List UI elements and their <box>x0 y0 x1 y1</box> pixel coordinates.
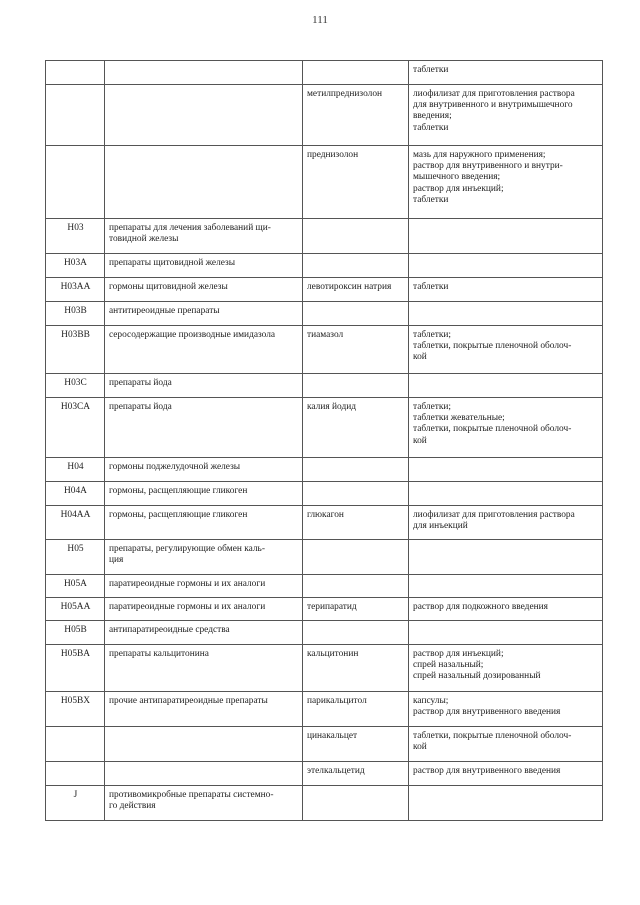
drug-name-cell: калия йодид <box>303 398 409 458</box>
anatomical-group-cell: гормоны поджелудочной железы <box>105 458 303 482</box>
drug-name-cell <box>303 219 409 254</box>
anatomical-group-cell: антитиреоидные препараты <box>105 302 303 326</box>
atc-code-cell: H04AA <box>46 506 105 540</box>
anatomical-group-cell: препараты кальцитонина <box>105 645 303 692</box>
dosage-form-cell: раствор для подкожного введения <box>409 598 603 621</box>
anatomical-group-cell: серосодержащие производные имидазола <box>105 326 303 374</box>
table-row <box>46 621 603 645</box>
anatomical-group-cell: паратиреоидные гормоны и их аналоги <box>105 575 303 598</box>
atc-code-cell: H03AA <box>46 278 105 302</box>
dosage-form-cell <box>409 219 603 254</box>
table-row <box>46 786 603 821</box>
anatomical-group-cell: препараты щитовидной железы <box>105 254 303 278</box>
table-row <box>46 219 603 254</box>
dosage-form-cell: таблетки <box>409 278 603 302</box>
anatomical-group-cell: гормоны, расщепляющие гликоген <box>105 506 303 540</box>
dosage-form-cell <box>409 458 603 482</box>
drug-name-cell <box>303 575 409 598</box>
table-row <box>46 326 603 374</box>
atc-code-cell: H05B <box>46 621 105 645</box>
anatomical-group-cell: препараты, регулирующие обмен каль- ция <box>105 540 303 575</box>
atc-code-cell <box>46 61 105 85</box>
table-row <box>46 645 603 692</box>
anatomical-group-cell <box>105 727 303 762</box>
table-row <box>46 374 603 398</box>
table-row <box>46 762 603 786</box>
atc-code-cell: H05BX <box>46 692 105 727</box>
dosage-form-cell: капсулы; раствор для внутривенного введения <box>409 692 603 727</box>
atc-code-cell <box>46 146 105 219</box>
atc-code-cell <box>46 85 105 146</box>
anatomical-group-cell: антипаратиреоидные средства <box>105 621 303 645</box>
dosage-form-cell <box>409 302 603 326</box>
anatomical-group-cell: гормоны, расщепляющие гликоген <box>105 482 303 506</box>
atc-code-cell: J <box>46 786 105 821</box>
table-row <box>46 482 603 506</box>
drug-name-cell: преднизолон <box>303 146 409 219</box>
anatomical-group-cell: гормоны щитовидной железы <box>105 278 303 302</box>
drug-name-cell <box>303 540 409 575</box>
dosage-form-cell: таблетки; таблетки, покрытые пленочной оболоч- кой <box>409 326 603 374</box>
table-row <box>46 146 603 219</box>
atc-code-cell: H03C <box>46 374 105 398</box>
atc-code-cell <box>46 727 105 762</box>
drug-table-body <box>46 61 603 821</box>
dosage-form-cell: мазь для наружного применения; раствор для внутривенного и внутри- мышечного введения; раствор для инъекций; таблетки <box>409 146 603 219</box>
drug-name-cell: метилпреднизолон <box>303 85 409 146</box>
table-row <box>46 254 603 278</box>
atc-code-cell: H03B <box>46 302 105 326</box>
drug-name-cell <box>303 302 409 326</box>
drug-name-cell: терипаратид <box>303 598 409 621</box>
anatomical-group-cell <box>105 762 303 786</box>
atc-code-cell: H03 <box>46 219 105 254</box>
table-row <box>46 458 603 482</box>
table-row <box>46 61 603 85</box>
drug-name-cell: цинакальцет <box>303 727 409 762</box>
anatomical-group-cell: паратиреоидные гормоны и их аналоги <box>105 598 303 621</box>
atc-code-cell: H03CA <box>46 398 105 458</box>
anatomical-group-cell: противомикробные препараты системно- го действия <box>105 786 303 821</box>
table-row <box>46 506 603 540</box>
table-row <box>46 692 603 727</box>
dosage-form-cell <box>409 374 603 398</box>
table-row <box>46 575 603 598</box>
atc-code-cell: H05AA <box>46 598 105 621</box>
drug-name-cell <box>303 61 409 85</box>
drug-name-cell: кальцитонин <box>303 645 409 692</box>
atc-code-cell: H03BB <box>46 326 105 374</box>
table-row <box>46 540 603 575</box>
drug-name-cell <box>303 786 409 821</box>
dosage-form-cell <box>409 621 603 645</box>
drug-name-cell: левотироксин натрия <box>303 278 409 302</box>
dosage-form-cell <box>409 254 603 278</box>
table-row <box>46 598 603 621</box>
drug-name-cell: парикальцитол <box>303 692 409 727</box>
drug-name-cell <box>303 482 409 506</box>
dosage-form-cell: раствор для внутривенного введения <box>409 762 603 786</box>
atc-code-cell: H04A <box>46 482 105 506</box>
drug-name-cell <box>303 374 409 398</box>
drug-name-cell: этелкальцетид <box>303 762 409 786</box>
anatomical-group-cell: препараты для лечения заболеваний щи- товидной железы <box>105 219 303 254</box>
anatomical-group-cell: прочие антипаратиреоидные препараты <box>105 692 303 727</box>
dosage-form-cell <box>409 575 603 598</box>
dosage-form-cell: раствор для инъекций; спрей назальный; спрей назальный дозированный <box>409 645 603 692</box>
anatomical-group-cell: препараты йода <box>105 374 303 398</box>
anatomical-group-cell: препараты йода <box>105 398 303 458</box>
drug-name-cell: тиамазол <box>303 326 409 374</box>
atc-code-cell: H04 <box>46 458 105 482</box>
dosage-form-cell: лиофилизат для приготовления раствора для внутривенного и внутримышечного введения; таблетки <box>409 85 603 146</box>
atc-code-cell <box>46 762 105 786</box>
anatomical-group-cell <box>105 85 303 146</box>
table-row <box>46 727 603 762</box>
drug-table <box>45 60 603 821</box>
dosage-form-cell: таблетки, покрытые пленочной оболоч- кой <box>409 727 603 762</box>
table-row <box>46 398 603 458</box>
page-number: 111 <box>312 14 328 26</box>
atc-code-cell: H03A <box>46 254 105 278</box>
drug-name-cell <box>303 254 409 278</box>
anatomical-group-cell <box>105 61 303 85</box>
dosage-form-cell: таблетки; таблетки жевательные; таблетки, покрытые пленочной оболоч- кой <box>409 398 603 458</box>
table-row <box>46 85 603 146</box>
anatomical-group-cell <box>105 146 303 219</box>
atc-code-cell: H05A <box>46 575 105 598</box>
dosage-form-cell <box>409 540 603 575</box>
drug-name-cell <box>303 621 409 645</box>
table-row <box>46 302 603 326</box>
dosage-form-cell: лиофилизат для приготовления раствора для инъекций <box>409 506 603 540</box>
table-row <box>46 278 603 302</box>
dosage-form-cell <box>409 482 603 506</box>
drug-name-cell <box>303 458 409 482</box>
atc-code-cell: H05 <box>46 540 105 575</box>
atc-code-cell: H05BA <box>46 645 105 692</box>
dosage-form-cell <box>409 786 603 821</box>
dosage-form-cell: таблетки <box>409 61 603 85</box>
drug-name-cell: глюкагон <box>303 506 409 540</box>
